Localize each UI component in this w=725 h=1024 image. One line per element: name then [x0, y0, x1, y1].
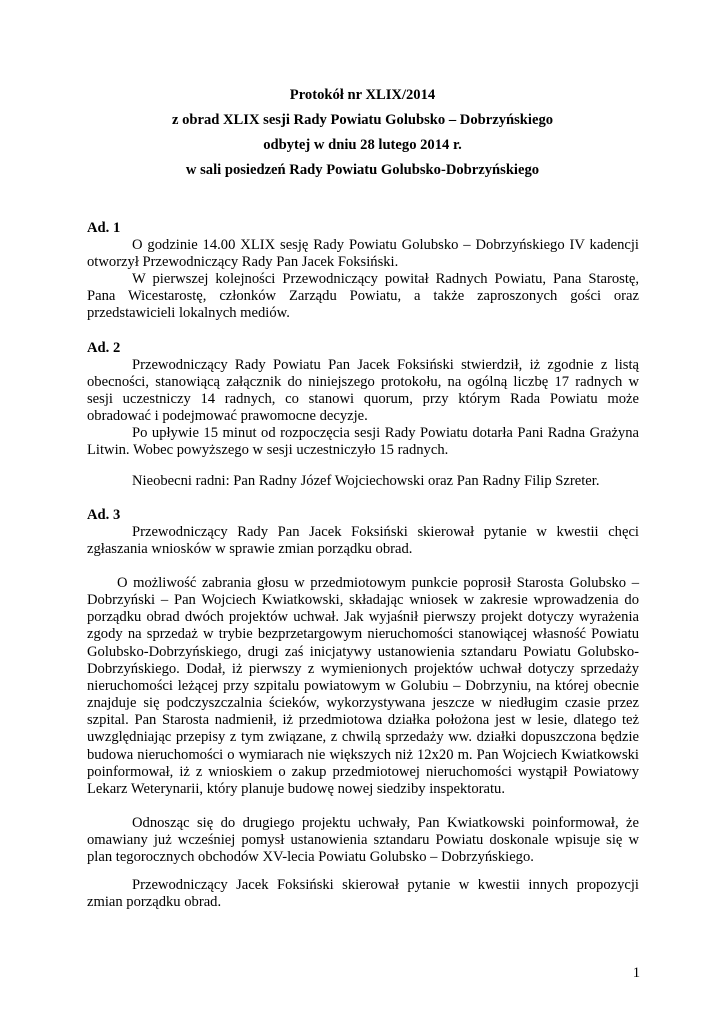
ad1-paragraph-welcome	[87, 271, 639, 322]
ad2-paragraph-absent-text: Nieobecni radni: Pan Radny Józef Wojciechowski oraz Pan Radny Filip Szreter.	[132, 473, 600, 489]
protocol-number-title: Protokół nr XLIX/2014	[289, 87, 436, 103]
ad2-paragraph-absent	[87, 473, 639, 490]
ad3-paragraph-question-text: Przewodniczący Rady Pan Jacek Foksiński skierował pytanie w kwestii chęci zgłaszania wniosków w sprawie zmian porządku obrad.	[87, 524, 639, 558]
ad1-paragraph-welcome-text: W pierwszej kolejności Przewodniczący powitał Radnych Powiatu, Pana Starostę, Pana Wicestarostę, członków Zarządu Powiatu, a także zaproszonych gości oraz przedstawicieli lokalnych mediów.	[87, 271, 639, 322]
ad3-paragraph-banner-text: Odnosząc się do drugiego projektu uchwały, Pan Kwiatkowski poinformował, że omawiany już wcześniej pomysł ustanowienia sztandaru Powiatu doskonale wpisuje się w plan tegorocznych obchodów XV-lecia Powiatu Golubsko – Dobrzyńskiego.	[87, 815, 639, 866]
ad2-paragraph-late-arrival	[87, 425, 639, 459]
session-location: w sali posiedzeń Rady Powiatu Golubsko-Dobrzyńskiego	[185, 162, 540, 178]
session-title: z obrad XLIX sesji Rady Powiatu Golubsko – Dobrzyńskiego	[171, 112, 554, 128]
ad3-paragraph-starosta	[87, 575, 639, 798]
section-heading-ad1: Ad. 1	[87, 220, 121, 236]
page-number: 1	[632, 965, 640, 981]
ad2-paragraph-quorum	[87, 357, 639, 426]
session-date: odbytej w dniu 28 lutego 2014 r.	[263, 137, 462, 153]
ad2-paragraph-quorum-text: Przewodniczący Rady Powiatu Pan Jacek Foksiński stwierdził, iż zgodnie z listą obecności, stanowiącą załącznik do niniejszego protokołu, na ogólną liczbę 17 radnych w sesji uczestniczy 14 radnych, co stanowi quorum, przy którym Rada Powiatu może obradować i podejmować prawomocne decyzje.	[87, 357, 639, 425]
section-heading-ad2: Ad. 2	[87, 340, 121, 356]
ad3-paragraph-other-proposals-text: Przewodniczący Jacek Foksiński skierował pytanie w kwestii innych propozycji zmian porządku obrad.	[87, 877, 639, 911]
section-heading-ad3: Ad. 3	[87, 507, 121, 523]
ad3-paragraph-other-proposals	[87, 877, 639, 911]
ad1-paragraph-opening	[87, 237, 639, 271]
ad3-paragraph-starosta-text: O możliwość zabrania głosu w przedmiotowym punkcie poprosił Starosta Golubsko – Dobrzyński – Pan Wojciech Kwiatkowski, składając wniosek w zakresie wprowadzenia do porządku obrad dwóch projektów uchwał. Jak wyjaśnił pierwszy projekt dotyczy wyrażenia zgody na sprzedaż w trybie bezprzetargowym nieruchomości stanowiącej własność Powiatu Golubsko-Dobrzyńskiego, drugi zaś inicjatywy ustanowienia sztandaru Powiatu Golubsko-Dobrzyńskiego. Dodał, iż pierwszy z wymienionych projektów uchwał dotyczy sprzedaży nieruchomości leżącej przy szpitalu powiatowym w Golubiu – Dobrzyniu, na której obecnie znajduje się podczyszczalnia ścieków, wykorzystywana jeszcze w niedługim czasie przez szpital. Pan Starosta nadmienił, iż przedmiotowa działka położona jest w lesie, dlatego też uwzględniając przepisy z tym związane, z chwilą sprzedaży ww. działki dopuszczona będzie budowa nieruchomości o wymiarach nie większych niż 12x20 m. Pan Wojciech Kwiatkowski poinformował, iż z wnioskiem o zakup przedmiotowej nieruchomości wystąpił Powiatowy Lekarz Weterynarii, który planuje budowę nowej siedziby inspektoratu.	[87, 575, 639, 797]
ad3-paragraph-question	[87, 524, 639, 558]
ad3-paragraph-banner	[87, 815, 639, 866]
ad1-paragraph-opening-text: O godzinie 14.00 XLIX sesję Rady Powiatu Golubsko – Dobrzyńskiego IV kadencji otworzył Przewodniczący Rady Pan Jacek Foksiński.	[87, 237, 639, 271]
ad2-paragraph-late-arrival-text: Po upływie 15 minut od rozpoczęcia sesji Rady Powiatu dotarła Pani Radna Grażyna Litwin. Wobec powyższego w sesji uczestniczyło 15 radnych.	[87, 425, 639, 459]
